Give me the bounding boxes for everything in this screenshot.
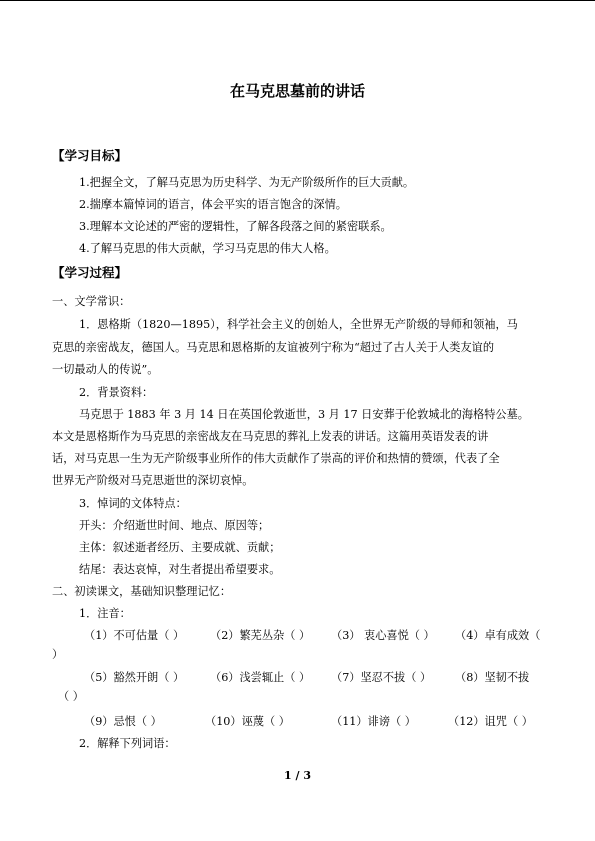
pinyin-item: （5）豁然开朗（ ） <box>84 671 185 684</box>
pinyin-item: （12）诅咒（ ） <box>448 715 533 728</box>
section-heading-process: 【学习过程】 <box>52 265 128 280</box>
goal-item: 1.把握全文，了解马克思为历史科学、为无产阶级所作的巨大贡献。 <box>79 176 415 189</box>
paragraph-line: 话，对马克思一生为无产阶级事业所作的伟大贡献作了崇高的评价和热情的赞颂，代表了全 <box>52 452 500 465</box>
pinyin-item: （8）坚韧不拔 <box>455 671 530 684</box>
paragraph-line: 克思的亲密战友，德国人。马克思和恩格斯的友谊被列宁称为“超过了古人关于人类友谊的 <box>52 341 495 354</box>
pinyin-item: （10）诬蔑（ ） <box>205 715 290 728</box>
pinyin-heading: 1．注音： <box>79 607 131 620</box>
paragraph-line: 世界无产阶级对马克思逝世的深切哀悼。 <box>52 474 254 487</box>
item2-heading: 2．背景资料： <box>79 386 154 399</box>
item3-heading: 3．悼词的文体特点： <box>79 497 187 510</box>
pinyin-item-wrap: （ ） <box>58 690 84 703</box>
part2-heading: 二、初读课文，基础知识整理记忆： <box>52 585 232 598</box>
pinyin-item: （3） 衷心喜悦（ ） <box>331 629 435 642</box>
pinyin-item: （6）浅尝辄止（ ） <box>210 671 311 684</box>
paragraph-line: 结尾：表达哀悼，对生者提出希望要求。 <box>79 563 281 576</box>
page-number: 1 / 3 <box>284 769 311 782</box>
paragraph-line: 主体：叙述逝者经历、主要成就、贡献； <box>79 541 281 554</box>
part1-heading: 一、文学常识： <box>52 295 131 308</box>
pinyin-item: （4）卓有成效（ <box>455 629 541 642</box>
pinyin-item: （2）繁芜丛杂（ ） <box>210 629 311 642</box>
paragraph-line: 一切最动人的传说”。 <box>52 363 159 376</box>
goal-item: 3.理解本文论述的严密的逻辑性，了解各段落之间的紧密联系。 <box>79 220 392 233</box>
paragraph-line: 本文是恩格斯作为马克思的亲密战友在马克思的葬礼上发表的讲话。这篇用英语发表的讲 <box>52 430 489 443</box>
paragraph-line: 1．恩格斯（1820—1895），科学社会主义的创始人，全世界无产阶级的导师和领袖，马 <box>79 318 518 331</box>
vocab-heading: 2．解释下列词语： <box>79 737 176 750</box>
goal-item: 4.了解马克思的伟大贡献，学习马克思的伟大人格。 <box>79 242 336 255</box>
pinyin-item: （1）不可估量（ ） <box>84 629 185 642</box>
paragraph-line: 马克思于 1883 年 3 月 14 日在英国伦敦逝世，3 月 17 日安葬于伦敦城北的海格特公墓。 <box>79 408 529 421</box>
pinyin-item-wrap: ） <box>52 648 64 661</box>
pinyin-item: （11）诽谤（ ） <box>331 715 416 728</box>
pinyin-item: （7）坚忍不拔（ ） <box>331 671 432 684</box>
top-rule <box>0 0 595 1</box>
page-title: 在马克思墓前的讲话 <box>229 82 365 100</box>
pinyin-item: （9）忌恨（ ） <box>84 715 162 728</box>
paragraph-line: 开头：介绍逝世时间、地点、原因等； <box>79 519 270 532</box>
section-heading-goals: 【学习目标】 <box>52 148 128 163</box>
goal-item: 2.揣摩本篇悼词的语言，体会平实的语言饱含的深情。 <box>79 198 347 211</box>
